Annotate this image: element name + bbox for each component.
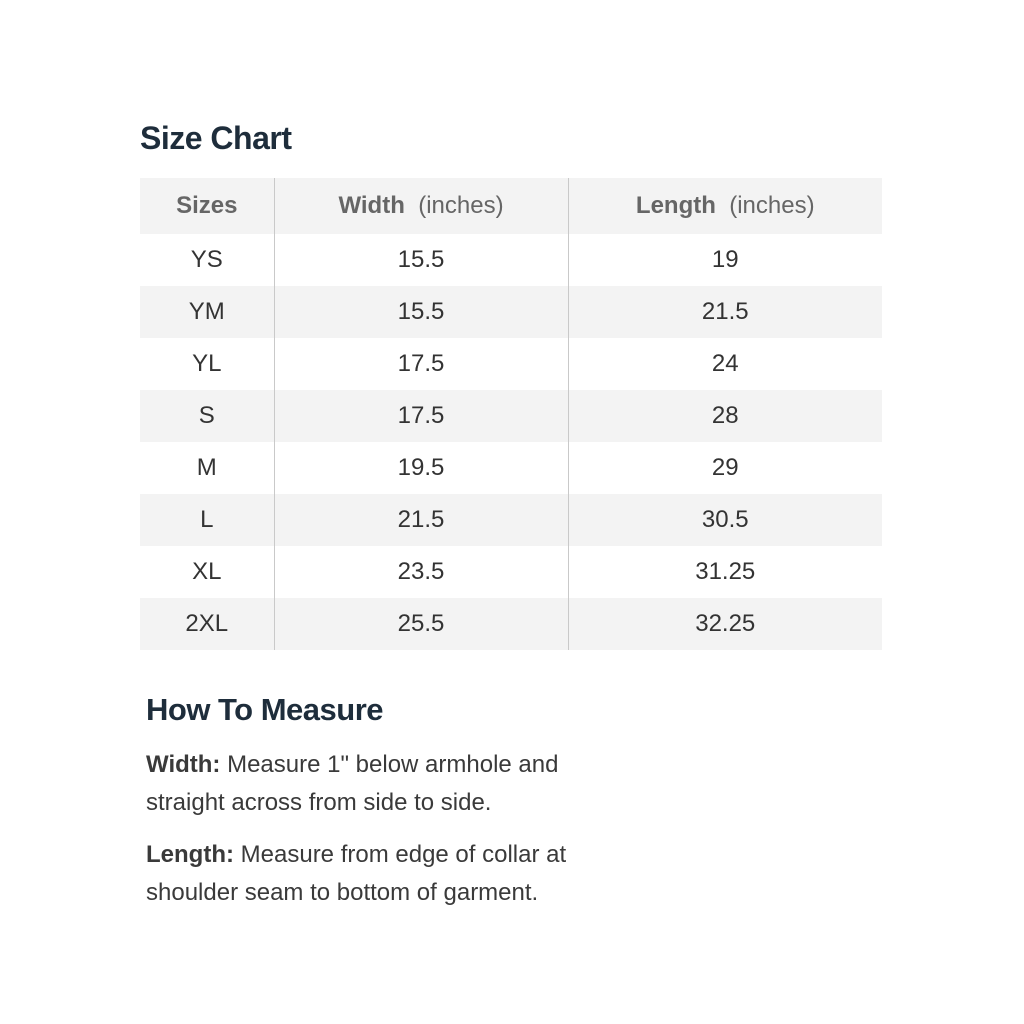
size-chart-table <box>140 178 882 650</box>
table-row <box>140 598 882 650</box>
length-instruction-label: Length: <box>146 841 234 868</box>
size-cell: M <box>140 442 274 494</box>
table-row <box>140 494 882 546</box>
table-row <box>140 338 882 390</box>
width-cell: 25.5 <box>274 598 568 650</box>
length-instruction <box>146 836 626 912</box>
width-cell: 15.5 <box>274 234 568 286</box>
length-cell: 30.5 <box>701 506 749 533</box>
how-to-measure-title: How To Measure <box>146 692 384 727</box>
header-sizes <box>140 178 274 234</box>
size-cell: L <box>140 494 274 546</box>
size-cell: 2XL <box>140 598 274 650</box>
length-cell: 24 <box>711 350 739 377</box>
width-cell: 17.5 <box>274 390 568 442</box>
table-row <box>140 234 882 286</box>
width-cell: 23.5 <box>274 546 568 598</box>
width-instruction <box>146 746 626 822</box>
size-chart-title: Size Chart <box>140 120 292 156</box>
width-cell: 21.5 <box>274 494 568 546</box>
width-instruction-label: Width: <box>146 751 221 778</box>
length-cell: 28 <box>711 402 739 429</box>
length-cell: 31.25 <box>695 558 756 585</box>
length-cell: 29 <box>711 454 739 481</box>
width-cell: 17.5 <box>274 338 568 390</box>
size-cell: YS <box>140 234 274 286</box>
length-cell: 19 <box>711 246 739 273</box>
width-cell: 15.5 <box>274 286 568 338</box>
header-length <box>568 178 882 234</box>
header-width-label: Width <box>338 192 405 219</box>
header-length-label: Length <box>635 192 716 219</box>
table-header-row <box>140 178 882 234</box>
size-cell: YL <box>140 338 274 390</box>
size-cell: XL <box>140 546 274 598</box>
header-width-unit: (inches) <box>418 192 504 219</box>
width-instruction-text: Measure 1" below armhole and straight across from side to side. <box>146 751 559 816</box>
table-row <box>140 286 882 338</box>
table-row <box>140 390 882 442</box>
header-length-unit: (inches) <box>729 192 815 219</box>
size-cell: YM <box>140 286 274 338</box>
width-cell: 19.5 <box>274 442 568 494</box>
length-cell: 21.5 <box>701 298 749 325</box>
length-cell: 32.25 <box>695 610 756 637</box>
length-instruction-text: Measure from edge of collar at shoulder seam to bottom of garment. <box>146 841 567 906</box>
table-row <box>140 546 882 598</box>
header-sizes-label: Sizes <box>176 192 238 219</box>
table-row <box>140 442 882 494</box>
size-cell: S <box>140 390 274 442</box>
header-width <box>274 178 568 234</box>
